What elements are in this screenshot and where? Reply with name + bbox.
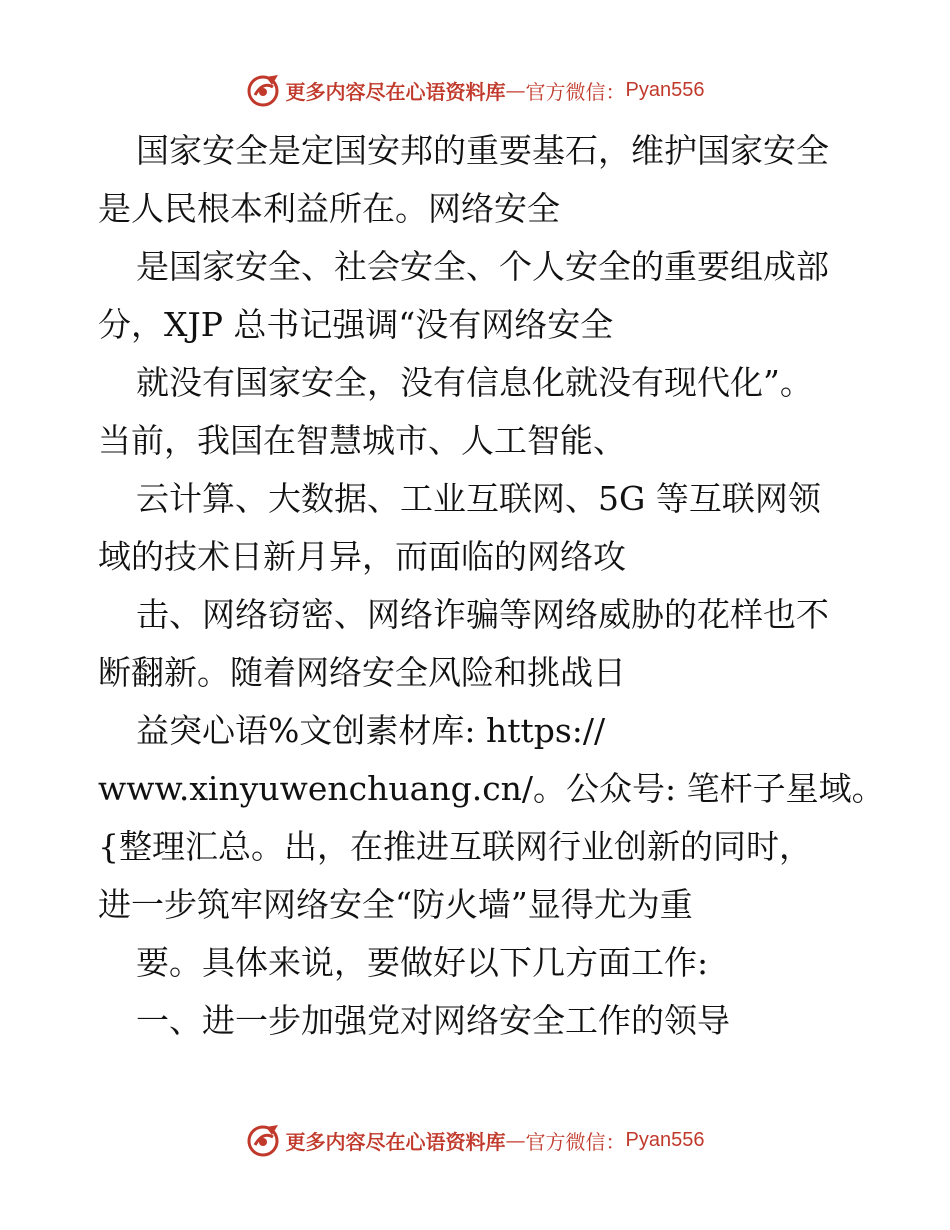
footer-wechat-id: Pyan556 [625,1128,705,1151]
text-line: 进一步筑牢网络安全“防火墙”显得尤为重 [98,885,693,924]
header-banner [0,70,950,110]
red-seal-icon [246,1123,282,1157]
header-separator: — [505,78,526,102]
text-line: 域的技术日新月异，而面临的网络攻 [98,537,626,576]
text-line: 当前，我国在智慧城市、人工智能、 [98,421,626,460]
header-wechat-label: 官方微信： [525,79,626,104]
text-line: 益突心语%文创素材库: https:// [136,711,606,750]
header-wechat-id: Pyan556 [625,78,705,101]
footer-banner [0,1120,950,1160]
text-line: 国家安全是定国安邦的重要基石，维护国家安全 [136,131,829,170]
text-line: 是国家安全、社会安全、个人安全的重要组成部 [136,247,829,286]
text-line: 要。具体来说，要做好以下几方面工作: [136,943,709,982]
document-body [98,122,885,1050]
red-seal-icon [246,73,282,107]
text-line: {整理汇总。出，在推进互联网行业创新的同时， [98,827,812,866]
text-line: 一、进一步加强党对网络安全工作的领导 [136,1001,730,1040]
text-line: 云计算、大数据、工业互联网、5G 等互联网领 [136,479,821,518]
footer-slogan: 更多内容尽在心语资料库 [285,1129,506,1154]
footer-banner-content [246,1123,705,1157]
text-line: www.xinyuwenchuang.cn/。公众号: 笔杆子星域。 [98,769,885,808]
text-line: 分，XJP 总书记强调“没有网络安全 [98,305,614,344]
header-slogan: 更多内容尽在心语资料库 [285,79,506,104]
text-line: 是人民根本利益所在。网络安全 [98,189,560,228]
footer-wechat-label: 官方微信： [525,1129,626,1154]
text-line: 就没有国家安全，没有信息化就没有现代化”。 [136,363,813,402]
header-banner-content [246,73,705,107]
footer-separator: — [505,1128,526,1152]
text-line: 击、网络窃密、网络诈骗等网络威胁的花样也不 [136,595,829,634]
text-line: 断翻新。随着网络安全风险和挑战日 [98,653,626,692]
